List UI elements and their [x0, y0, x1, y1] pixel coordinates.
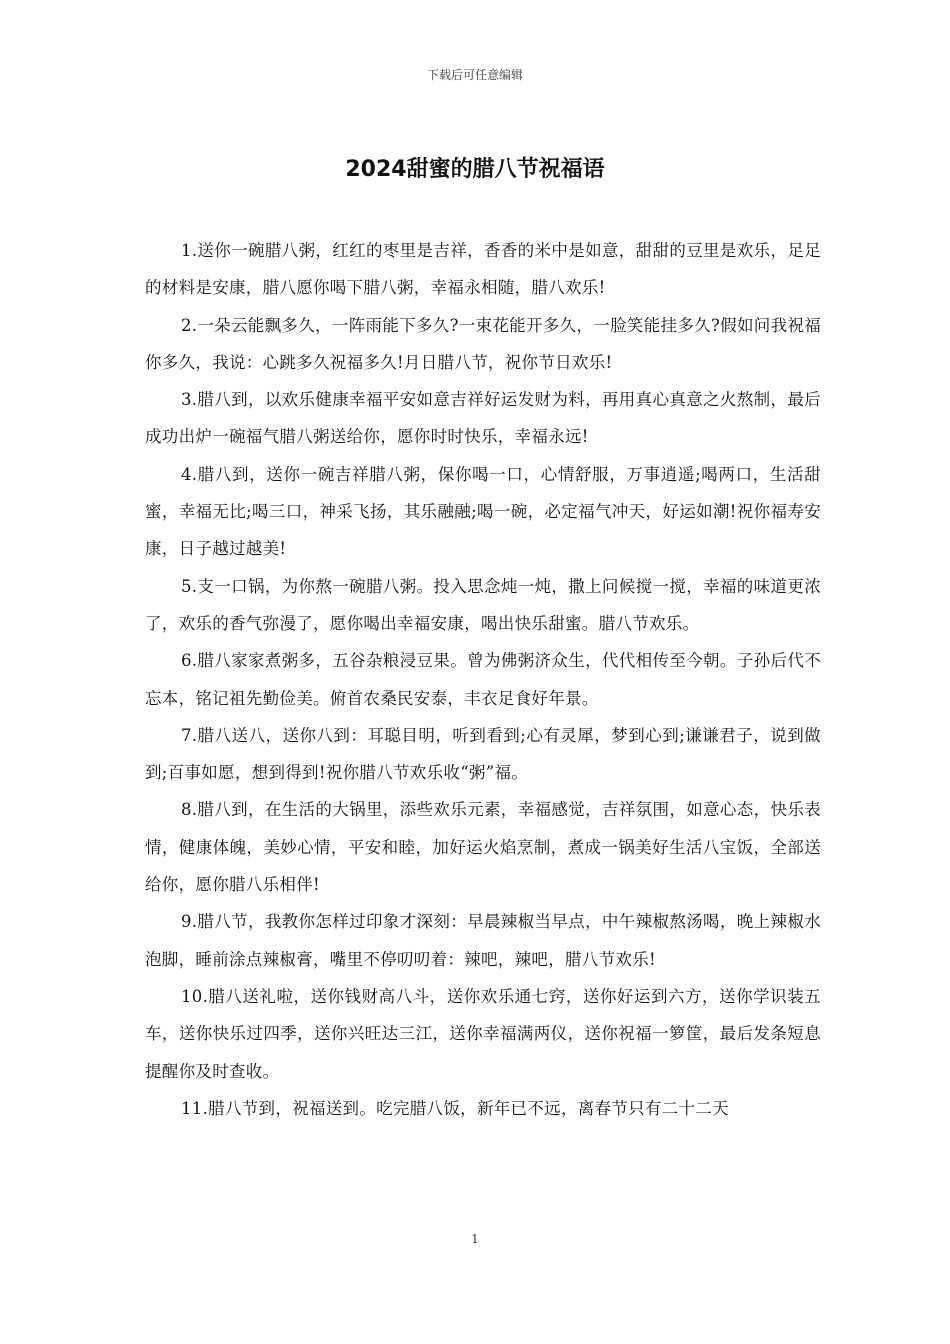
paragraph-5: 5.支一口锅，为你熬一碗腊八粥。投入思念炖一炖，撒上问候搅一搅，幸福的味道更浓了，欢乐的香气弥漫了，愿你喝出幸福安康，喝出快乐甜蜜。腊八节欢乐。	[145, 576, 821, 633]
paragraph-6: 6.腊八家家煮粥多，五谷杂粮浸豆果。曾为佛粥济众生，代代相传至今朝。子孙后代不忘本，铭记祖先勤俭美。俯首农桑民安泰，丰衣足食好年景。	[145, 651, 821, 708]
paragraph-9: 9.腊八节，我教你怎样过印象才深刻：早晨辣椒当早点，中午辣椒熬汤喝，晚上辣椒水泡脚，睡前涂点辣椒膏，嘴里不停叨叨着：辣吧，辣吧，腊八节欢乐!	[145, 912, 821, 969]
paragraph-7: 7.腊八送八，送你八到：耳聪目明，听到看到;心有灵犀，梦到心到;谦谦君子，说到做到;百事如愿，想到得到!祝你腊八节欢乐收“粥”福。	[145, 725, 821, 783]
paragraph-3: 3.腊八到，以欢乐健康幸福平安如意吉祥好运发财为料，再用真心真意之火熬制，最后成功出炉一碗福气腊八粥送给你，愿你时时快乐，幸福永远!	[145, 390, 821, 447]
paragraph-11: 11.腊八节到，祝福送到。吃完腊八饭，新年已不远，离春节只有二十二天	[181, 1098, 729, 1118]
document-body	[145, 232, 821, 1127]
header-note: 下载后可任意编辑	[426, 68, 523, 82]
paragraph-1: 1.送你一碗腊八粥，红红的枣里是吉祥，香香的米中是如意，甜甜的豆里是欢乐，足足的材料是安康，腊八愿你喝下腊八粥，幸福永相随，腊八欢乐!	[145, 241, 821, 298]
paragraph-2: 2.一朵云能飘多久，一阵雨能下多久?一束花能开多久，一脸笑能挂多久?假如问我祝福你多久，我说：心跳多久祝福多久!月日腊八节，祝你节日欢乐!	[145, 315, 821, 372]
page-title: 2024甜蜜的腊八节祝福语	[345, 157, 605, 182]
paragraph-10: 10.腊八送礼啦，送你钱财高八斗，送你欢乐通七窍，送你好运到六方，送你学识装五车，送你快乐过四季，送你兴旺达三江，送你幸福满两仪，送你祝福一箩筐，最后发条短息提醒你及时查收。	[145, 986, 821, 1081]
paragraph-4: 4.腊八到，送你一碗吉祥腊八粥，保你喝一口，心情舒服，万事逍遥;喝两口，生活甜蜜，幸福无比;喝三口，神采飞扬，其乐融融;喝一碗，必定福气冲天，好运如潮!祝你福寿安康，日子越过越美!	[145, 464, 821, 559]
paragraph-8: 8.腊八到，在生活的大锅里，添些欢乐元素，幸福感觉，吉祥氛围，如意心态，快乐表情，健康体魄，美妙心情，平安和睦，加好运火焰烹制，煮成一锅美好生活八宝饭，全部送给你，愿你腊八乐相伴!	[145, 800, 821, 895]
page-number: 1	[471, 1232, 479, 1246]
